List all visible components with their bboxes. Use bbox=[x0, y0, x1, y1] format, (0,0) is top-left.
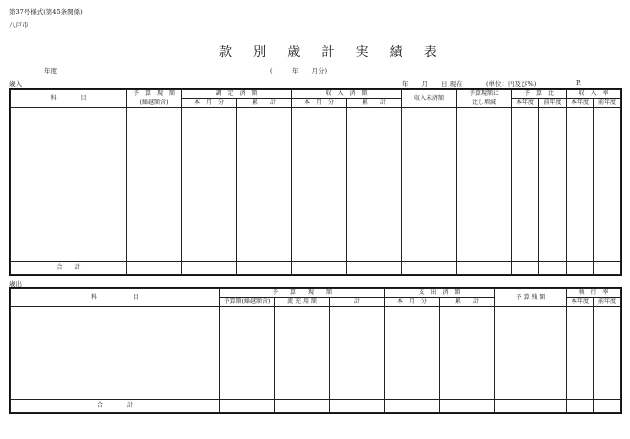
revenue-header-collection-rate: 収 入 率 bbox=[567, 90, 621, 99]
revenue-header-received: 収 入 済 額 bbox=[292, 90, 402, 99]
revenue-header-vs-budget: 予算現額に bbox=[457, 90, 512, 99]
revenue-header-subject: 科 目 bbox=[11, 90, 127, 108]
period-label: ( 年 月分) bbox=[270, 67, 328, 75]
expenditure-header-spent: 支 出 済 額 bbox=[385, 289, 495, 298]
page-title: 款 別 歳 計 実 績 表 bbox=[219, 45, 446, 60]
revenue-header-ratio-prev-year: 前年度 bbox=[539, 99, 567, 108]
revenue-header-budget-incl: (繰越額含) bbox=[127, 99, 182, 108]
revenue-header-received-cumulative: 累 計 bbox=[347, 99, 402, 108]
fiscal-year-label: 年度 bbox=[44, 67, 57, 75]
expenditure-header-reserve: 流 充 用 額 bbox=[275, 298, 330, 307]
revenue-header-assessed: 調 定 済 額 bbox=[182, 90, 292, 99]
revenue-section-label: 歳入 bbox=[9, 80, 22, 88]
revenue-header-rate-this-year: 本年度 bbox=[567, 99, 594, 108]
revenue-header-budget: 予 算 現 額 bbox=[127, 90, 182, 99]
revenue-header-assessed-cumulative: 累 計 bbox=[237, 99, 292, 108]
expenditure-header-spent-month: 本 月 分 bbox=[385, 298, 440, 307]
revenue-total-row bbox=[11, 262, 621, 275]
expenditure-header-total: 計 bbox=[330, 298, 385, 307]
expenditure-section-label: 歳出 bbox=[9, 280, 22, 288]
expenditure-table bbox=[10, 288, 621, 413]
revenue-header-rate-prev-year: 前年度 bbox=[594, 99, 621, 108]
page-number: P. bbox=[576, 79, 582, 87]
expenditure-header-spent-cumulative: 累 計 bbox=[440, 298, 495, 307]
city-name: 八戸市 bbox=[9, 21, 29, 29]
expenditure-header-remaining: 予 算 残 額 bbox=[495, 289, 567, 307]
expenditure-header-subject: 科 目 bbox=[11, 289, 220, 307]
expenditure-header-rate-prev-year: 前年度 bbox=[594, 298, 621, 307]
expenditure-header-budget: 予 算 現 額 bbox=[220, 289, 385, 298]
expenditure-total-label: 合 計 bbox=[11, 400, 220, 413]
revenue-header-received-month: 本 月 分 bbox=[292, 99, 347, 108]
revenue-body-row bbox=[11, 108, 621, 262]
revenue-total-label: 合 計 bbox=[11, 262, 127, 275]
expenditure-header-exec-rate: 執 行 率 bbox=[567, 289, 621, 298]
expenditure-header-budget-incl: 予算額(繰越額含) bbox=[220, 298, 275, 307]
revenue-header-budget-ratio: 予 算 比 bbox=[512, 90, 567, 99]
revenue-header-uncollected: 収入未済額 bbox=[402, 90, 457, 108]
form-number: 第37号様式(第45条関係) bbox=[9, 8, 83, 16]
expenditure-header-rate-this-year: 本年度 bbox=[567, 298, 594, 307]
revenue-table bbox=[10, 89, 621, 275]
unit-label: (単位：円及び%) bbox=[486, 80, 537, 88]
revenue-header-ratio-this-year: 本年度 bbox=[512, 99, 539, 108]
revenue-header-assessed-month: 本 月 分 bbox=[182, 99, 237, 108]
report-date: 年 月 日 現在 bbox=[402, 80, 463, 88]
expenditure-total-row bbox=[11, 400, 621, 413]
revenue-header-vs-budget-change: 比し増減 bbox=[457, 99, 512, 108]
expenditure-body-row bbox=[11, 307, 621, 400]
